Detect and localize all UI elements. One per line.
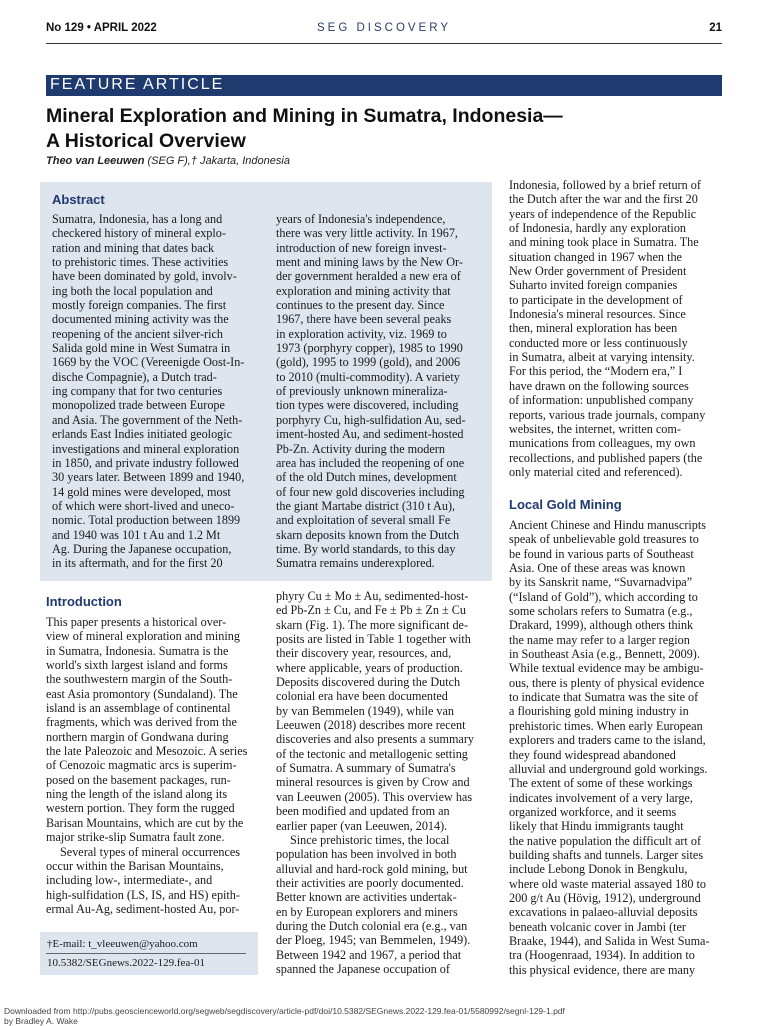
text-line: in 1850, and private industry followed	[52, 455, 239, 470]
text-line: by van Bemmelen (1949), while van	[276, 703, 455, 718]
text-line: northern margin of Gondwana during	[46, 729, 229, 744]
text-line: years of independence of the Republic	[509, 206, 697, 221]
text-line: 30 years later. Between 1899 and 1940,	[52, 470, 245, 485]
text-line: tion types were discovered, including	[276, 398, 459, 413]
text-line: population has been involved in both	[276, 847, 457, 862]
text-line: have drawn on the following sources	[509, 378, 689, 393]
text-line: colonial era have been documented	[276, 689, 448, 704]
text-line: introduction of new foreign invest-	[276, 240, 447, 255]
text-line: Pb-Zn. Activity during the modern	[276, 441, 445, 456]
text-line: 1967, there have been several peaks	[276, 312, 452, 327]
text-line: Suharto invited foreign companies	[509, 278, 678, 293]
text-line: their activities are poorly documented.	[276, 875, 464, 890]
introduction-column-1	[46, 615, 247, 916]
issue-label: No 129 • APRIL 2022	[46, 22, 157, 34]
text-line: New Order government of President	[509, 264, 687, 279]
footnote-doi: 10.5382/SEGnews.2022-129.fea-01	[47, 957, 205, 969]
text-line: phyry Cu ± Mo ± Au, sedimented-host-	[276, 589, 469, 603]
text-line: by its Sanskrit name, “Suvarnadvipa”	[509, 575, 693, 590]
text-line: excavations in palaeo-alluvial deposits	[509, 905, 698, 920]
text-line: to prehistoric times. These activities	[52, 255, 229, 270]
text-line: munications from colleagues, my own	[509, 436, 696, 451]
text-line: and Asia. The government of the Neth-	[52, 412, 243, 427]
text-line: Sumatra, Indonesia, has a long and	[52, 212, 223, 226]
text-line: For this period, the “Modern era,” I	[509, 364, 683, 379]
text-line: likely that Hindu immigrants taught	[509, 819, 684, 834]
author-affiliation: (SEG F),† Jakarta, Indonesia	[144, 155, 290, 167]
header-rule	[46, 43, 722, 44]
text-line: mineral resources is given by Crow and	[276, 775, 470, 790]
text-line: en by European explorers and miners	[276, 904, 458, 919]
byline	[46, 155, 290, 167]
text-line: in Southeast Asia (e.g., Bennett, 2009).	[509, 647, 700, 662]
text-line: Drakard, 1999), although others think	[509, 618, 694, 633]
text-line: investigations and mineral exploration	[52, 441, 240, 456]
text-line: recollections, and published papers (the	[509, 450, 703, 465]
text-line: discoveries and also presents a summary	[276, 732, 474, 747]
text-line: of the tectonic and metallogenic setting	[276, 746, 468, 761]
text-line: the Dutch after the war and the first 20	[509, 192, 698, 207]
abstract-column-1	[52, 212, 244, 571]
text-line: iment-hosted Au, and sediment-hosted	[276, 427, 464, 442]
text-line: of Cenozoic magmatic arcs is superim-	[46, 758, 237, 773]
text-line: the southwestern margin of the South-	[46, 672, 233, 687]
text-line: alluvial and hard-rock gold mining, but	[276, 861, 468, 876]
text-line: in exploration activity, viz. 1969 to	[276, 326, 447, 341]
text-line: world's sixth largest island and forms	[46, 658, 228, 673]
text-line: where applicable, years of production.	[276, 660, 463, 675]
text-line: spanned the Japanese occupation of	[276, 961, 450, 976]
text-line: to indicate that Sumatra was the site of	[509, 690, 699, 705]
local-gold-mining-heading: Local Gold Mining	[509, 497, 622, 512]
text-line: a flourishing gold mining industry in	[509, 704, 689, 719]
banner-label: FEATURE ARTICLE	[50, 76, 225, 93]
text-line: indicates involvement of a very large,	[509, 790, 693, 805]
text-line: erlands East Indies initiated geologic	[52, 427, 233, 442]
author-name: Theo van Leeuwen	[46, 155, 145, 167]
text-line: posits are listed in Table 1 together with	[276, 632, 471, 647]
text-line: in its aftermath, and for the first 20	[52, 556, 223, 571]
text-line: Since prehistoric times, the local	[290, 832, 450, 847]
local-gold-mining-text	[509, 518, 710, 977]
text-line: monopolized trade between Europe	[52, 398, 225, 413]
text-line: dische Compagnie), a Dutch trad-	[52, 369, 217, 384]
text-line: Between 1942 and 1967, a period that	[276, 947, 462, 962]
text-line: ed Pb-Zn ± Cu, and Fe ± Pb ± Zn ± Cu	[276, 603, 466, 618]
text-line: western portion. They form the rugged	[46, 801, 235, 816]
title-line-1: Mineral Exploration and Mining in Sumatra, Indonesia—	[46, 105, 563, 127]
text-line: reports, various trade journals, company	[509, 407, 706, 422]
text-line: east Asia promontory (Sundaland). The	[46, 686, 238, 701]
text-line: ermal Au-Ag, sediment-hosted Au, por-	[46, 901, 240, 916]
text-line: of Sumatra. A summary of Sumatra's	[276, 761, 456, 776]
text-line: ration and mining that dates back	[52, 240, 215, 255]
text-line: posed on the basement packages, run-	[46, 772, 231, 787]
text-line: they found widespread abandoned	[509, 747, 676, 762]
text-line: of the old Dutch mines, development	[276, 470, 457, 485]
text-line: ning the length of the island along its	[46, 787, 228, 802]
introduction-column-2	[276, 589, 474, 976]
text-line: Better known are activities undertak-	[276, 890, 457, 905]
text-line: beneath volcanic cover in Jambi (ter	[509, 919, 686, 934]
text-line: some scholars refers to Sumatra (e.g.,	[509, 604, 693, 619]
text-line: the giant Martabe district (310 t Au),	[276, 498, 456, 513]
text-line: major strike-slip Sumatra fault zone.	[46, 830, 225, 845]
text-line: reopening of the ancient silver-rich	[52, 326, 223, 341]
text-line: ment and mining laws by the New Or-	[276, 255, 463, 270]
text-line: during the Dutch colonial era (e.g., van	[276, 918, 468, 933]
text-line: of previously unknown mineraliza-	[276, 384, 448, 399]
text-line: 1973 (porphyry copper), 1985 to 1990	[276, 341, 463, 356]
text-line: include Lebong Donok in Bengkulu,	[509, 862, 688, 877]
text-line: checkered history of mineral explo-	[52, 226, 226, 241]
text-line: der Ploeg, 1945; van Bemmelen, 1949).	[276, 933, 471, 948]
text-line: this physical evidence, there are many	[509, 962, 696, 977]
text-line: exploration and mining activity that	[276, 283, 451, 298]
text-line: skarn deposits known from the Dutch	[276, 527, 460, 542]
abstract-column-2	[276, 212, 466, 571]
text-line: While textual evidence may be ambigu-	[509, 661, 704, 676]
text-line: earlier paper (van Leeuwen, 2014).	[276, 818, 448, 833]
page-number: 21	[709, 22, 722, 34]
text-line: alluvial and underground gold workings.	[509, 761, 708, 776]
text-line: tra (Hoogenraad, 1934). In addition to	[509, 948, 695, 963]
text-line: and exploitation of several small Fe	[276, 513, 451, 528]
text-line: of Indonesia, hardly any exploration	[509, 221, 687, 236]
text-line: in Sumatra, Indonesia. Sumatra is the	[46, 643, 229, 658]
download-user: by Bradley A. Wake	[4, 1016, 78, 1026]
text-line: Barisan Mountains, which are cut by the	[46, 815, 244, 830]
footnote-email: †E-mail: t_vleeuwen@yahoo.com	[47, 938, 198, 950]
text-line: of four new gold discoveries including	[276, 484, 465, 499]
text-line: view of mineral exploration and mining	[46, 629, 240, 644]
article-title	[46, 104, 722, 154]
text-line: ing company that for two centuries	[52, 384, 223, 399]
text-line: then, mineral exploration has been	[509, 321, 678, 336]
text-line: 1669 by the VOC (Vereenigde Oost-In-	[52, 355, 245, 370]
abstract-heading: Abstract	[52, 192, 105, 207]
text-line: time. By world standards, to this day	[276, 541, 456, 556]
text-line: and mining took place in Sumatra. The	[509, 235, 699, 250]
text-line: van Leeuwen (2005). This overview has	[276, 789, 473, 804]
text-line: Leeuwen (2018) describes more recent	[276, 718, 466, 733]
text-line: Deposits discovered during the Dutch	[276, 675, 461, 690]
text-line: continues to the present day. Since	[276, 298, 445, 313]
text-line: porphyry Cu, high-sulfidation Au, sed-	[276, 412, 466, 427]
text-line: The extent of some of these workings	[509, 776, 693, 791]
text-line: including low-, intermediate-, and	[46, 873, 213, 888]
text-line: years of Indonesia's independence,	[276, 212, 446, 226]
text-line: skarn (Fig. 1). The more significant de-	[276, 617, 469, 632]
text-line: their discovery year, resources, and,	[276, 646, 452, 661]
text-line: Ag. During the Japanese occupation,	[52, 541, 232, 556]
text-line: ing both the local population and	[52, 283, 213, 298]
text-line: nomic. Total production between 1899	[52, 513, 241, 528]
text-line: Indonesia's mineral resources. Since	[509, 307, 686, 322]
text-line: only material cited and referenced).	[509, 464, 683, 479]
text-line: where old waste material assayed 180 to	[509, 876, 706, 891]
text-line: (“Island of Gold”), which according to	[509, 589, 698, 604]
text-line: building shafts and tunnels. Larger sites	[509, 847, 704, 862]
text-line: to participate in the development of	[509, 292, 683, 307]
text-line: documented mining activity was the	[52, 312, 229, 327]
text-line: conducted more or less continuously	[509, 335, 688, 350]
text-line: have been dominated by gold, involv-	[52, 269, 237, 284]
text-line: mostly foreign companies. The first	[52, 298, 227, 313]
text-line: and 1940 was 101 t Au and 1.2 Mt	[52, 527, 221, 542]
text-line: the name may refer to a larger region	[509, 632, 690, 647]
text-line: the native population the difficult art of	[509, 833, 702, 848]
text-line: Indonesia, followed by a brief return of	[509, 178, 701, 192]
text-line: island is an assemblage of continental	[46, 701, 231, 716]
text-line: of information: unpublished company	[509, 393, 694, 408]
journal-name: SEG DISCOVERY	[316, 22, 451, 34]
text-line: high-sulfidation (LS, IS, and HS) epith-	[46, 887, 240, 902]
text-line: to 2010 (multi-commodity). A variety	[276, 369, 460, 384]
text-line: 14 gold mines were developed, most	[52, 484, 231, 499]
footnote-rule	[46, 953, 246, 954]
text-line: there was very little activity. In 1967,	[276, 226, 458, 241]
text-line: Asia. One of these areas was known	[509, 561, 686, 576]
text-line: occur within the Barisan Mountains,	[46, 858, 224, 873]
text-line: been modified and updated from an	[276, 804, 450, 819]
text-line: speak of unbelievable gold treasures to	[509, 532, 699, 547]
text-line: in Sumatra, albeit at varying intensity.	[509, 350, 695, 365]
text-line: Several types of mineral occurrences	[60, 844, 241, 859]
text-line: be found in various parts of Southeast	[509, 546, 694, 561]
text-line: der government heralded a new era of	[276, 269, 461, 284]
text-line: ous, there is plenty of physical evidence	[509, 675, 705, 690]
column-3-text	[509, 178, 705, 479]
text-line: fragments, which was derived from the	[46, 715, 237, 730]
text-line: of which were short-lived and uneco-	[52, 498, 235, 513]
text-line: the late Paleozoic and Mesozoic. A series	[46, 744, 248, 759]
text-line: websites, the internet, written com-	[509, 421, 681, 436]
text-line: Braake, 1944), and Salida in West Suma-	[509, 933, 710, 948]
text-line: organized workforce, and it seems	[509, 804, 677, 819]
text-line: Ancient Chinese and Hindu manuscripts	[509, 518, 706, 532]
text-line: Sumatra remains underexplored.	[276, 556, 435, 571]
feature-banner	[46, 75, 722, 96]
text-line: area has included the reopening of one	[276, 455, 465, 470]
text-line: This paper presents a historical over-	[46, 615, 227, 629]
title-line-2: A Historical Overview	[46, 130, 246, 152]
text-line: Salida gold mine in West Sumatra in	[52, 341, 231, 356]
text-line: 200 g/t Au (Hövig, 1912), underground	[509, 890, 701, 905]
text-line: (gold), 1995 to 1999 (gold), and 2006	[276, 355, 461, 370]
download-notice: Downloaded from http://pubs.geoscienceworld.org/segweb/segdiscovery/article-pdf/doi/10.5382/SEGnews.2022-129.fea-01/5580992/segnl-129-1.pdf	[4, 1006, 565, 1016]
text-line: explorers and traders came to the island,	[509, 733, 706, 748]
text-line: situation changed in 1967 when the	[509, 249, 682, 264]
text-line: prehistoric times. When early European	[509, 718, 703, 733]
introduction-heading: Introduction	[46, 594, 122, 609]
